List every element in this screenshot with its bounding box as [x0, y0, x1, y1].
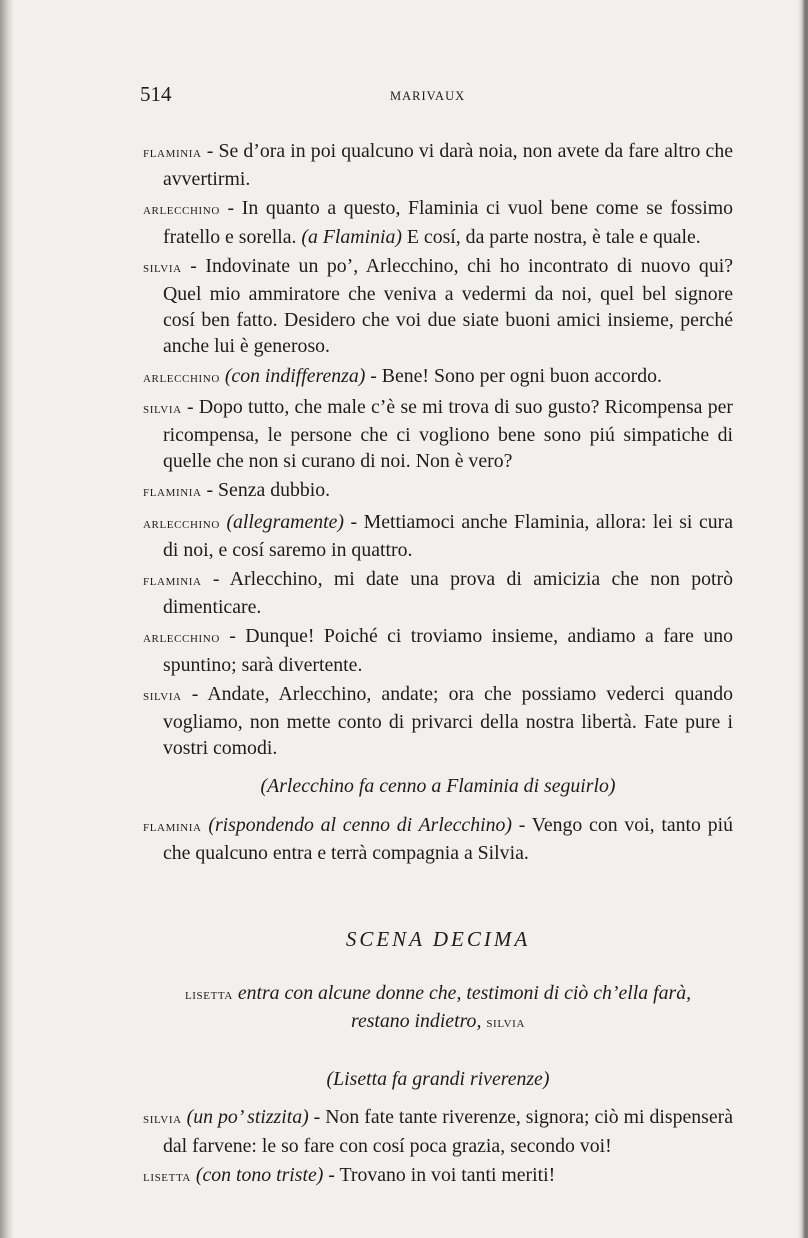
stage-direction: (con tono triste) — [195, 1163, 324, 1186]
speaker-name: lisetta — [184, 986, 233, 1004]
speech-text: - Dopo tutto, che male c’è se mi trova di suo gusto? Ricompensa per ricompensa, le persone che ci vogliono bene sono piú simpatiche di quelle che non si curano di noi. Non è vero? — [163, 395, 733, 473]
speech — [143, 1104, 733, 1158]
speaker-name: flaminia — [143, 144, 202, 161]
speech-text: - In quanto a questo, Flaminia ci vuol bene come se fossimo fratello e sorella. — [163, 197, 733, 248]
speech — [143, 623, 733, 677]
speech — [143, 477, 733, 505]
speech-text: - Non fate tante riverenze, signora; ciò mi dispenserà dal farvene: le so fare con cosí poca grazia, secondo voi! — [163, 1106, 733, 1157]
speech-text: - Mettiamoci anche Flaminia, allora: lei si cura di noi, e cosí saremo in quattro. — [163, 510, 733, 561]
speech — [143, 812, 733, 866]
speech-text: - Andate, Arlecchino, andate; ora che possiamo vederci quando vogliamo, non mette conto di privarci della nostra libertà. Fate pure i vostri comodi. — [163, 682, 733, 760]
speech — [143, 195, 733, 249]
page-header — [140, 82, 730, 112]
speaker-name: flaminia — [143, 817, 202, 835]
speech-text: - Bene! Sono per ogni buon accordo. — [365, 364, 662, 387]
page-number: 514 — [140, 82, 172, 106]
scene-intro — [143, 980, 733, 1036]
scene-intro-text: entra con alcune donne che, testimoni di ciò ch’ella farà, — [232, 982, 692, 1005]
speech — [143, 509, 733, 563]
speaker-name: silvia — [143, 1110, 182, 1128]
speaker-name: silvia — [143, 686, 182, 704]
running-head: MARIVAUX — [390, 89, 466, 103]
speaker-name: silvia — [486, 1014, 525, 1032]
page-edge — [798, 0, 808, 1238]
stage-direction: (un po’ stizzita) — [186, 1106, 309, 1129]
scene-title: SCENA DECIMA — [345, 927, 531, 952]
speech-text: - Trovano in voi tanti meriti! — [323, 1163, 556, 1186]
speech — [143, 138, 733, 192]
speaker-name: arlecchino — [143, 514, 220, 532]
speech-text: - Dunque! Poiché ci troviamo insieme, andiamo a fare uno spuntino; sarà divertente. — [163, 625, 733, 676]
speech-text: - Indovinate un po’, Arlecchino, chi ho incontrato di nuovo qui? Quel mio ammiratore che veniva a vedermi da noi, quel bel signore cosí ben fatto. Desidero che voi due siate buoni amici insieme, perché anche lui è generoso. — [163, 254, 733, 358]
speech — [143, 394, 733, 475]
speech — [143, 253, 733, 360]
speech — [143, 1162, 733, 1190]
speaker-name: lisetta — [143, 1167, 191, 1185]
binding-shadow — [0, 0, 14, 1238]
speech-text: E cosí, da parte nostra, è tale e quale. — [401, 225, 701, 248]
speech — [143, 363, 733, 391]
speaker-name: arlecchino — [143, 201, 220, 219]
stage-direction: (a Flaminia) — [301, 225, 402, 248]
scene-intro-text: restano indietro, — [350, 1010, 487, 1033]
stage-direction: (con indifferenza) — [224, 364, 366, 387]
speech-text: - Vengo con voi, tanto piú che qualcuno entra e terrà compagnia a Silvia. — [163, 813, 733, 864]
speech-text: - Senza dubbio. — [201, 479, 331, 502]
stage-direction-centered: (Arlecchino fa cenno a Flaminia di seguirlo) — [260, 775, 616, 798]
stage-direction: (rispondendo al cenno di Arlecchino) — [208, 813, 512, 836]
speech-text: - Se d’ora in poi qualcuno vi darà noia, non avete da fare altro che avvertirmi. — [163, 140, 733, 191]
speech — [143, 566, 733, 620]
speaker-name: flaminia — [143, 483, 202, 501]
speaker-name: arlecchino — [143, 629, 220, 647]
stage-direction-centered: (Lisetta fa grandi riverenze) — [326, 1068, 550, 1091]
play-text — [143, 138, 733, 1193]
speaker-name: silvia — [143, 399, 182, 417]
speech-text: - Arlecchino, mi date una prova di amicizia che non potrò dimenticare. — [163, 568, 733, 619]
speaker-name: arlecchino — [143, 368, 220, 386]
speaker-name: silvia — [143, 258, 182, 276]
speaker-name: flaminia — [143, 572, 202, 590]
stage-direction: (allegramente) — [226, 510, 344, 533]
speech — [143, 681, 733, 762]
